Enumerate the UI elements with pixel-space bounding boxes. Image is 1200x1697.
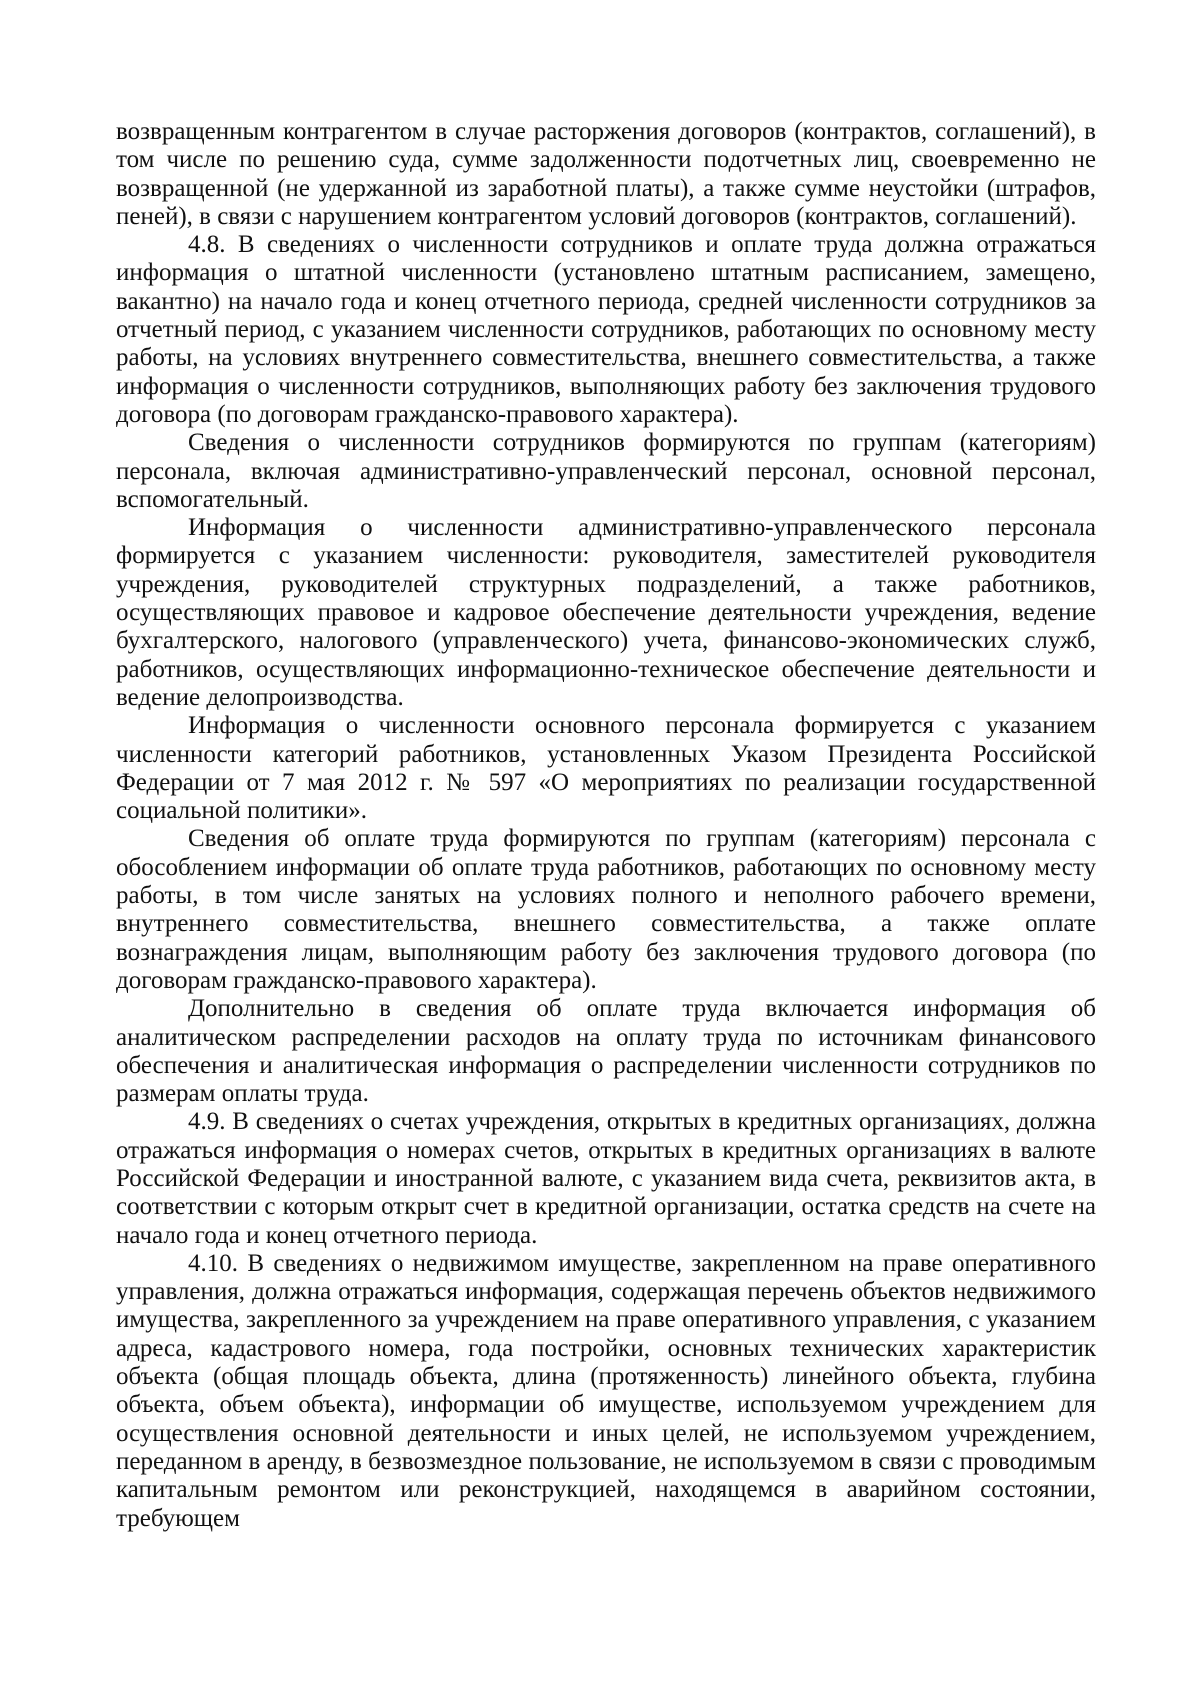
paragraph-payroll: Сведения об оплате труда формируются по группам (категориям) персонала с обособлением информации об оплате труда работников, работающих по основному месту работы, в том числе занятых на условиях полного и неполного рабочего времени, внутреннего совместительства, внешнего совместительства, а также оплате вознаграждения лицам, выполняющим работу без заключения трудового договора (по договорам гражданско-правового характера). — [116, 825, 1096, 994]
paragraph-4-8: 4.8. В сведениях о численности сотрудников и оплате труда должна отражаться информация о штатной численности (установлено штатным расписанием, замещено, вакантно) на начало года и конец отчетного периода, средней численности сотрудников за отчетный период, с указанием численности сотрудников, работающих по основному месту работы, на условиях внутреннего совместительства, внешнего совместительства, а также информация о численности сотрудников, выполняющих работу без заключения трудового договора (по договорам гражданско-правового характера). — [116, 231, 1096, 428]
paragraph-staff-groups: Сведения о численности сотрудников формируются по группам (категориям) персонала, включая административно-управленческий персонал, основной персонал, вспомогательный. — [116, 429, 1096, 513]
paragraph-4-9: 4.9. В сведениях о счетах учреждения, открытых в кредитных организациях, должна отражаться информация о номерах счетов, открытых в кредитных организациях в валюте Российской Федерации и иностранной валюте, с указанием вида счета, реквизитов акта, в соответствии с которым открыт счет в кредитной организации, остатка средств на счете на начало года и конец отчетного периода. — [116, 1108, 1096, 1249]
paragraph-admin-staff: Информация о численности административно-управленческого персонала формируется с указанием численности: руководителя, заместителей руководителя учреждения, руководителей структурных подразделений, а также работников, осуществляющих правовое и кадровое обеспечение деятельности учреждения, ведение бухгалтерского, налогового (управленческого) учета, финансово-экономических служб, работников, осуществляющих информационно-техническое обеспечение деятельности и ведение делопроизводства. — [116, 514, 1096, 711]
paragraph-continuation: возвращенным контрагентом в случае расторжения договоров (контрактов, соглашений), в том числе по решению суда, сумме задолженности подотчетных лиц, своевременно не возвращенной (не удержанной из заработной платы), а также сумме неустойки (штрафов, пеней), в связи с нарушением контрагентом условий договоров (контрактов, соглашений). — [116, 118, 1096, 230]
paragraph-4-10: 4.10. В сведениях о недвижимом имуществе, закрепленном на праве оперативного управления, должна отражаться информация, содержащая перечень объектов недвижимого имущества, закрепленного за учреждением на праве оперативного управления, с указанием адреса, кадастрового номера, года постройки, основных технических характеристик объекта (общая площадь объекта, длина (протяженность) линейного объекта, глубина объекта, объем объекта), информации об имуществе, используемом учреждением для осуществления основной деятельности и иных целей, не используемом учреждением, переданном в аренду, в безвозмездное пользование, не используемом в связи с проводимым капитальным ремонтом или реконструкцией, находящемся в аварийном состоянии, требующем — [116, 1249, 1096, 1532]
document-page — [116, 118, 1096, 1533]
paragraph-main-staff: Информация о численности основного персонала формируется с указанием численности категорий работников, установленных Указом Президента Российской Федерации от 7 мая 2012 г. № 597 «О мероприятиях по реализации государственной социальной политики». — [116, 712, 1096, 825]
paragraph-payroll-additional: Дополнительно в сведения об оплате труда включается информация об аналитическом распределении расходов на оплату труда по источникам финансового обеспечения и аналитическая информация о распределении численности сотрудников по размерам оплаты труда. — [116, 995, 1096, 1108]
